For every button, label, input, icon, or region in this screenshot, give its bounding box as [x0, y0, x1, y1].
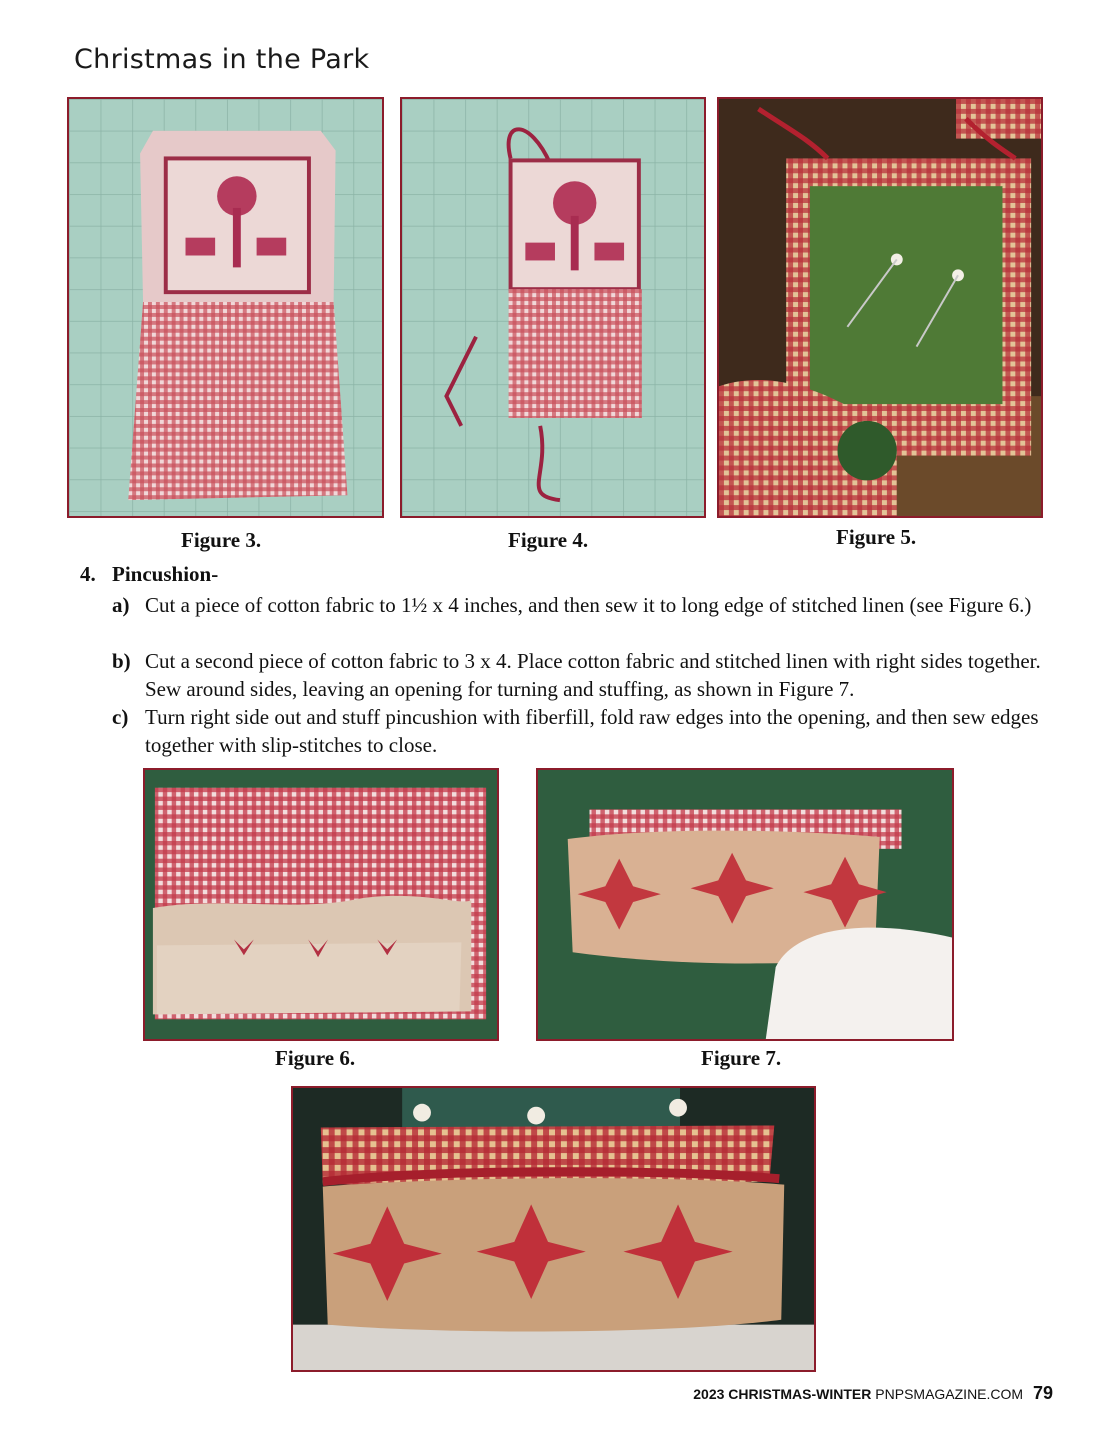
figure-4-caption: Figure 4. — [508, 528, 589, 552]
instruction-number: 4. — [80, 562, 96, 586]
figure-6-caption: Figure 6. — [275, 1046, 356, 1070]
instruction-step-b — [112, 647, 1042, 703]
step-text: Cut a piece of cotton fabric to 1½ x 4 inches, and then sew it to long edge of stitched linen (see Figure 6.) — [145, 593, 1032, 617]
figure-4-photo — [400, 97, 706, 518]
page-title: Christmas in the Park — [74, 44, 370, 75]
step-text: Turn right side out and stuff pincushion with fiberfill, fold raw edges into the opening, and then sew edges together with slip-stitches to close. — [145, 705, 1039, 757]
figure-3-photo — [67, 97, 384, 518]
instruction-step-c — [112, 703, 1042, 759]
figure-7-caption: Figure 7. — [701, 1046, 782, 1070]
page-number: 79 — [1032, 1383, 1053, 1403]
step-text: Cut a second piece of cotton fabric to 3 x 4. Place cotton fabric and stitched linen with right sides together. Sew around sides, leaving an opening for turning and stuffing, as shown in Figure 7. — [145, 649, 1041, 701]
step-label: b) — [112, 649, 131, 673]
instruction-title: Pincushion- — [112, 562, 219, 586]
figure-5-caption: Figure 5. — [836, 525, 917, 549]
figure-3-caption: Figure 3. — [181, 528, 262, 552]
figure-5-photo — [717, 97, 1043, 518]
site-label: PNPSMAGAZINE.COM — [875, 1386, 1024, 1402]
figure-7-photo — [536, 768, 954, 1041]
step-label: c) — [112, 705, 129, 729]
step-label: a) — [112, 593, 130, 617]
finished-pincushion-photo — [291, 1086, 816, 1372]
instruction-step-a — [112, 591, 1042, 619]
instruction-heading — [80, 562, 218, 587]
page-footer — [693, 1383, 1053, 1404]
issue-label: 2023 CHRISTMAS-WINTER — [693, 1386, 872, 1402]
figure-6-photo — [143, 768, 499, 1041]
